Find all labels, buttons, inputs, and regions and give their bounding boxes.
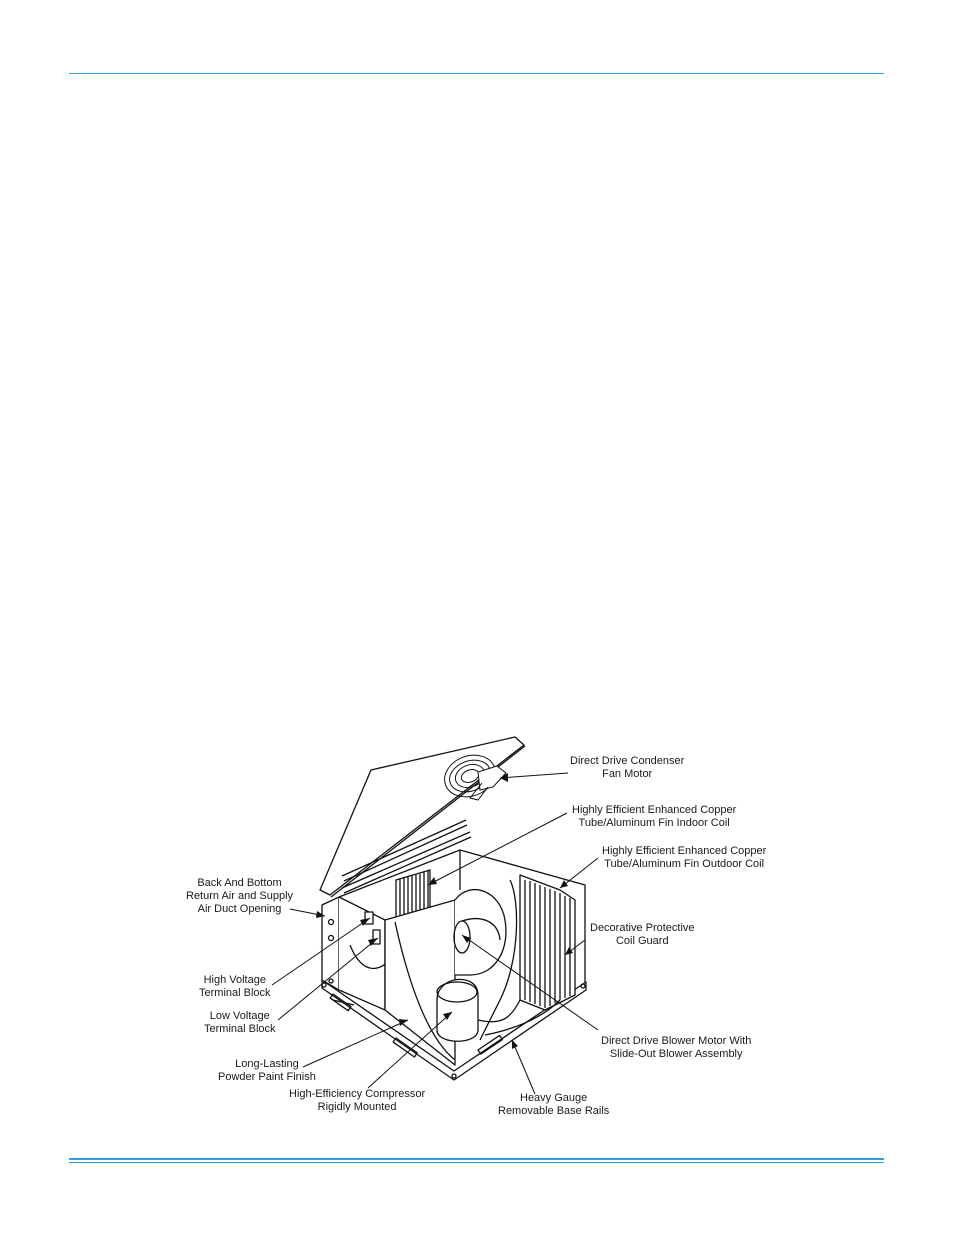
label-outdoor-coil: Highly Efficient Enhanced Copper Tube/Aluminum Fin Outdoor Coil — [602, 845, 767, 870]
label-indoor-coil: Highly Efficient Enhanced Copper Tube/Aluminum Fin Indoor Coil — [572, 804, 737, 829]
top-cover-panel — [320, 737, 524, 895]
outdoor-coil — [520, 875, 575, 1010]
compressor — [437, 979, 520, 1041]
blower-assembly — [454, 890, 506, 975]
control-partition — [339, 897, 385, 1010]
footer-rule — [69, 1158, 884, 1160]
label-base-rails: Heavy Gauge Removable Base Rails — [498, 1092, 610, 1117]
label-duct-opening: Back And Bottom Return Air and Supply Air Duct Opening — [186, 877, 294, 915]
label-blower-motor: Direct Drive Blower Motor With Slide-Out Blower Assembly — [601, 1035, 752, 1060]
label-coil-guard: Decorative Protective Coil Guard — [590, 922, 695, 947]
label-high-voltage-block: High Voltage Terminal Block — [199, 974, 271, 999]
label-compressor: High-Efficiency Compressor Rigidly Mounted — [289, 1088, 426, 1113]
footer-rule-thin — [69, 1162, 884, 1163]
label-paint-finish: Long-Lasting Powder Paint Finish — [218, 1058, 316, 1083]
label-condenser-fan-motor: Direct Drive Condenser Fan Motor — [570, 755, 685, 780]
label-low-voltage-block: Low Voltage Terminal Block — [204, 1010, 276, 1035]
back-wall — [322, 897, 339, 990]
